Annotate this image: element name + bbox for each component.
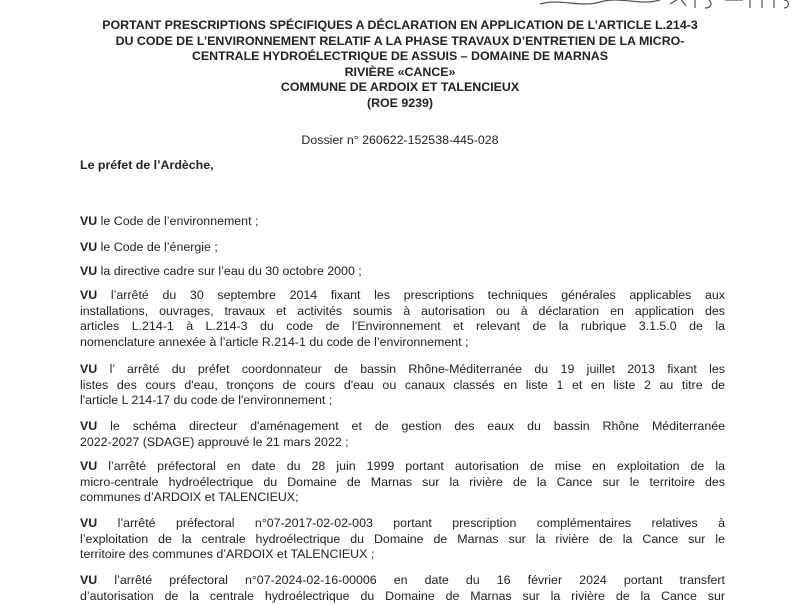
vu-text: l’arrêté préfectoral n°07-2024-02-16-00006 en date du 16 février 2024 portant transfert xyxy=(114,573,725,587)
vu-text: la directive cadre sur l’eau du 30 octobre 2000 ; xyxy=(100,264,362,278)
vu-line xyxy=(80,319,725,335)
vu-text: l’ arrêté du préfet coordonnateur de bassin Rhône-Méditerranée du 19 juillet 2013 fixant les xyxy=(109,362,725,376)
vu-line xyxy=(80,288,725,304)
vu-text: l’arrêté préfectoral en date du 28 juin 1999 portant autorisation de mise en exploitation de la xyxy=(108,459,725,473)
dossier-number: Dossier n° 260622-152538-445-028 xyxy=(301,133,499,147)
vu-line xyxy=(80,435,725,451)
vu-paragraph xyxy=(80,288,725,350)
vu-text: listes des cours d'eau, tronçons de cours d'eau ou canaux classés en liste 1 et en liste 2 au titre de xyxy=(80,377,725,392)
handwritten-annotation xyxy=(500,0,800,12)
vu-keyword: VU xyxy=(80,240,98,254)
vu-text: l’arrêté préfectoral n°07-2017-02-02-003 portant prescription complémentaires relatives à xyxy=(117,516,725,530)
vu-line xyxy=(80,378,725,394)
vu-line xyxy=(80,304,725,320)
vu-text: micro-centrale hydroélectrique du Domaine de Marnas sur la rivière de la Cance sur le territoire des xyxy=(80,474,725,489)
vu-paragraph xyxy=(80,459,725,506)
vu-line xyxy=(80,459,725,475)
vu-line xyxy=(80,589,725,604)
vu-text: l'article L 214-17 du code de l'environnement ; xyxy=(80,393,333,408)
title-line: PORTANT PRESCRIPTIONS SPÉCIFIQUES A DÉCLARATION EN APPLICATION DE L’ARTICLE L.214-3 xyxy=(102,18,698,32)
vu-line xyxy=(80,393,725,409)
vu-line xyxy=(80,419,725,435)
vu-keyword: VU xyxy=(80,264,98,278)
vu-keyword: VU xyxy=(80,419,98,433)
vu-line xyxy=(80,490,725,506)
title-line: DU CODE DE L’ENVIRONNEMENT RELATIF A LA PHASE TRAVAUX D’ENTRETIEN DE LA MICRO- xyxy=(115,33,685,48)
vu-keyword: VU xyxy=(80,516,98,530)
vu-line xyxy=(80,214,725,230)
vu-keyword: VU xyxy=(80,288,98,302)
vu-paragraph xyxy=(80,573,725,604)
vu-line xyxy=(80,240,725,256)
title-line: COMMUNE DE ARDOIX ET TALENCIEUX xyxy=(280,80,520,95)
vu-text: 2022-2027 (SDAGE) approuvé le 21 mars 2022 ; xyxy=(80,434,349,449)
title-line: (ROE 9239) xyxy=(366,95,434,110)
vu-paragraph xyxy=(80,214,725,230)
vu-line xyxy=(80,335,725,351)
vu-text: installations, ouvrages, travaux et activités soumis à autorisation ou à déclaration en application des xyxy=(80,303,725,318)
title-line: CENTRALE HYDROÉLECTRIQUE DE ASSUIS – DOMAINE DE MARNAS xyxy=(191,49,609,64)
title-line: RIVIÈRE «CANCE» xyxy=(344,64,456,79)
vu-text: le schéma directeur d'aménagement et de gestion des eaux du bassin Rhône Méditerranée xyxy=(110,419,725,433)
vu-text: articles L.214-1 à L.214-3 du code de l’Environnement et relevant de la rubrique 3.1.5.0 de la xyxy=(80,319,725,334)
vu-text: communes d’ARDOIX et TALENCIEUX; xyxy=(80,490,299,505)
vu-keyword: VU xyxy=(80,459,98,473)
vu-paragraph xyxy=(80,419,725,450)
vu-keyword: VU xyxy=(80,573,98,587)
vu-text: l’exploitation de la centrale hydroélectrique du Domaine de Marnas sur la rivière de la Cance sur le xyxy=(80,531,725,546)
vu-text: le Code de l’énergie ; xyxy=(100,240,218,254)
vu-keyword: VU xyxy=(80,214,98,228)
vu-paragraph xyxy=(80,240,725,256)
vu-line xyxy=(80,532,725,548)
vu-keyword: VU xyxy=(80,362,98,376)
vu-text: l’arrêté du 30 septembre 2014 fixant les prescriptions techniques générales applicables aux xyxy=(110,288,725,302)
vu-line xyxy=(80,475,725,491)
vu-text: d’autorisation de la centrale hydroélectrique du Domaine de Marnas sur la rivière de la Cance sur xyxy=(80,588,725,603)
vu-paragraph xyxy=(80,362,725,409)
prefet-heading: Le préfet de l’Ardèche, xyxy=(80,158,214,172)
vu-line xyxy=(80,516,725,532)
vu-line xyxy=(80,547,725,563)
decree-title xyxy=(80,18,720,112)
vu-text: territoire des communes d’ARDOIX et TALENCIEUX ; xyxy=(80,547,375,562)
vu-line xyxy=(80,264,725,280)
vu-line xyxy=(80,362,725,378)
vu-text: le Code de l’environnement ; xyxy=(100,214,259,228)
vu-paragraph xyxy=(80,516,725,563)
vu-line xyxy=(80,573,725,589)
vu-text: nomenclature annexée à l’article R.214-1 du code de l’environnement ; xyxy=(80,334,469,349)
vu-paragraph xyxy=(80,264,725,280)
